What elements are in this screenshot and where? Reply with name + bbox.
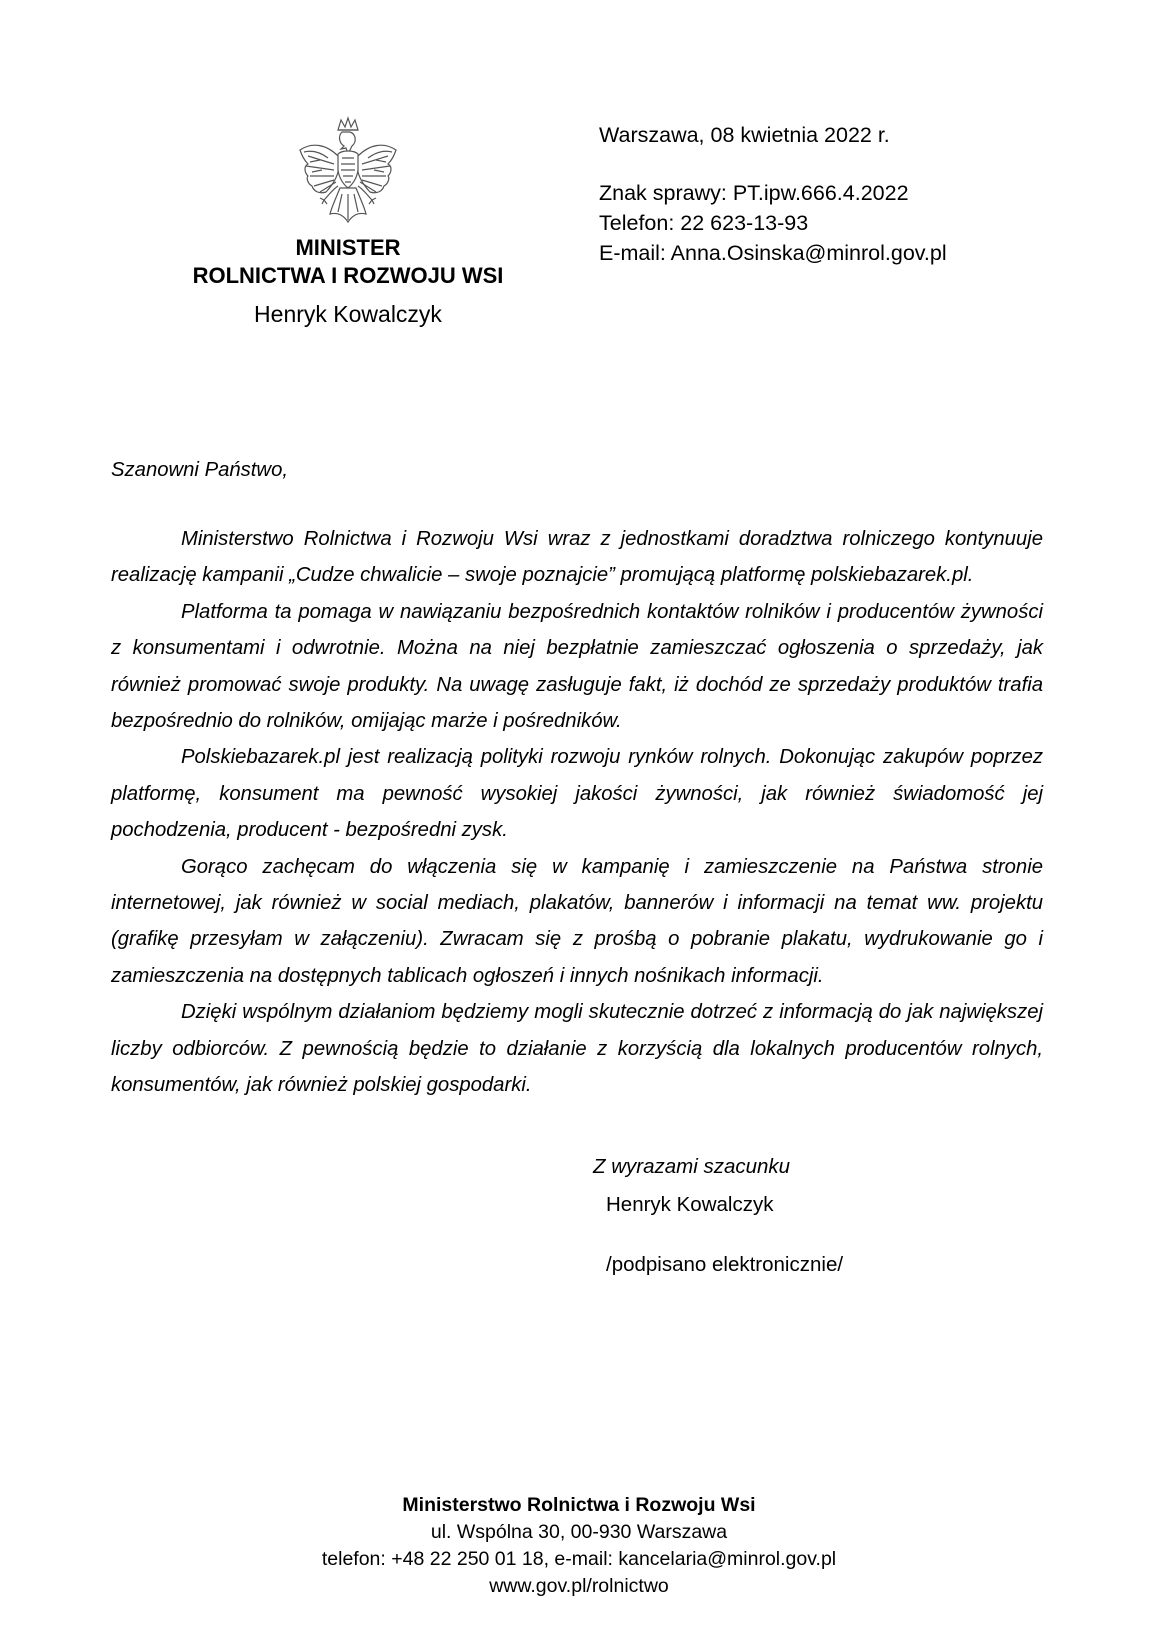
closing-phrase: Z wyrazami szacunku — [593, 1155, 791, 1178]
signer-name: Henryk Kowalczyk — [606, 1193, 774, 1216]
paragraph: Polskiebazarek.pl jest realizacją polityki rozwoju rynków rolnych. Dokonując zakupów poprzez platformę, konsument ma pewność wysokiej jakości żywności, jak również świadomość jej pochodzenia, producent - bezpośredni zysk. — [111, 746, 1043, 842]
electronic-signature-note: /podpisano elektronicznie/ — [606, 1253, 844, 1276]
contact-email: E-mail: Anna.Osinska@minrol.gov.pl — [599, 241, 947, 265]
org-title-line2: ROLNICTWA I ROZWOJU WSI — [192, 263, 504, 288]
org-title-line1: MINISTER — [295, 235, 401, 260]
polish-eagle-emblem-icon — [294, 116, 402, 228]
case-number: Znak sprawy: PT.ipw.666.4.2022 — [599, 181, 909, 205]
letter-body — [111, 521, 1043, 1104]
paragraph: Dzięki wspólnym działaniom będziemy mogli skutecznie dotrzeć z informacją do jak największej liczby odbiorców. Z pewnością będzie to działanie z korzyścią dla lokalnych producentów rolnych, konsumentów, jak również polskiej gospodarki. — [111, 1001, 1043, 1097]
footer-website: www.gov.pl/rolnictwo — [489, 1575, 669, 1597]
minister-name: Henryk Kowalczyk — [254, 301, 442, 327]
paragraph: Ministerstwo Rolnictwa i Rozwoju Wsi wraz z jednostkami doradztwa rolniczego kontynuuje realizację kampanii „Cudze chwalicie – swoje poznajcie” promującą platformę polskiebazarek.pl. — [111, 528, 1043, 587]
footer-org: Ministerstwo Rolnictwa i Rozwoju Wsi — [402, 1494, 756, 1516]
paragraph: Gorąco zachęcam do włączenia się w kampanię i zamieszczenie na Państwa stronie internetowej, jak również w social mediach, plakatów, bannerów i informacji na temat ww. projektu (grafikę przesyłam w załączeniu). Zwracam się z prośbą o pobranie plakatu, wydrukowanie go i zamieszczenia na dostępnych tablicach ogłoszeń i innych nośnikach informacji. — [111, 855, 1043, 987]
footer — [179, 1492, 979, 1600]
footer-contact: telefon: +48 22 250 01 18, e-mail: kancelaria@minrol.gov.pl — [321, 1548, 837, 1570]
letter-date: Warszawa, 08 kwietnia 2022 r. — [599, 123, 890, 147]
contact-phone: Telefon: 22 623-13-93 — [599, 211, 809, 235]
salutation: Szanowni Państwo, — [111, 459, 288, 481]
footer-address: ul. Wspólna 30, 00-930 Warszawa — [430, 1521, 728, 1543]
paragraph: Platforma ta pomaga w nawiązaniu bezpośrednich kontaktów rolników i producentów żywności z konsumentami i odwrotnie. Można na niej bezpłatnie zamieszczać ogłoszenia o sprzedaży, jak również promować swoje produkty. Na uwagę zasługuje fakt, iż dochód ze sprzedaży produktów trafia bezpośrednio do rolników, omijając marże i pośredników. — [111, 600, 1043, 733]
